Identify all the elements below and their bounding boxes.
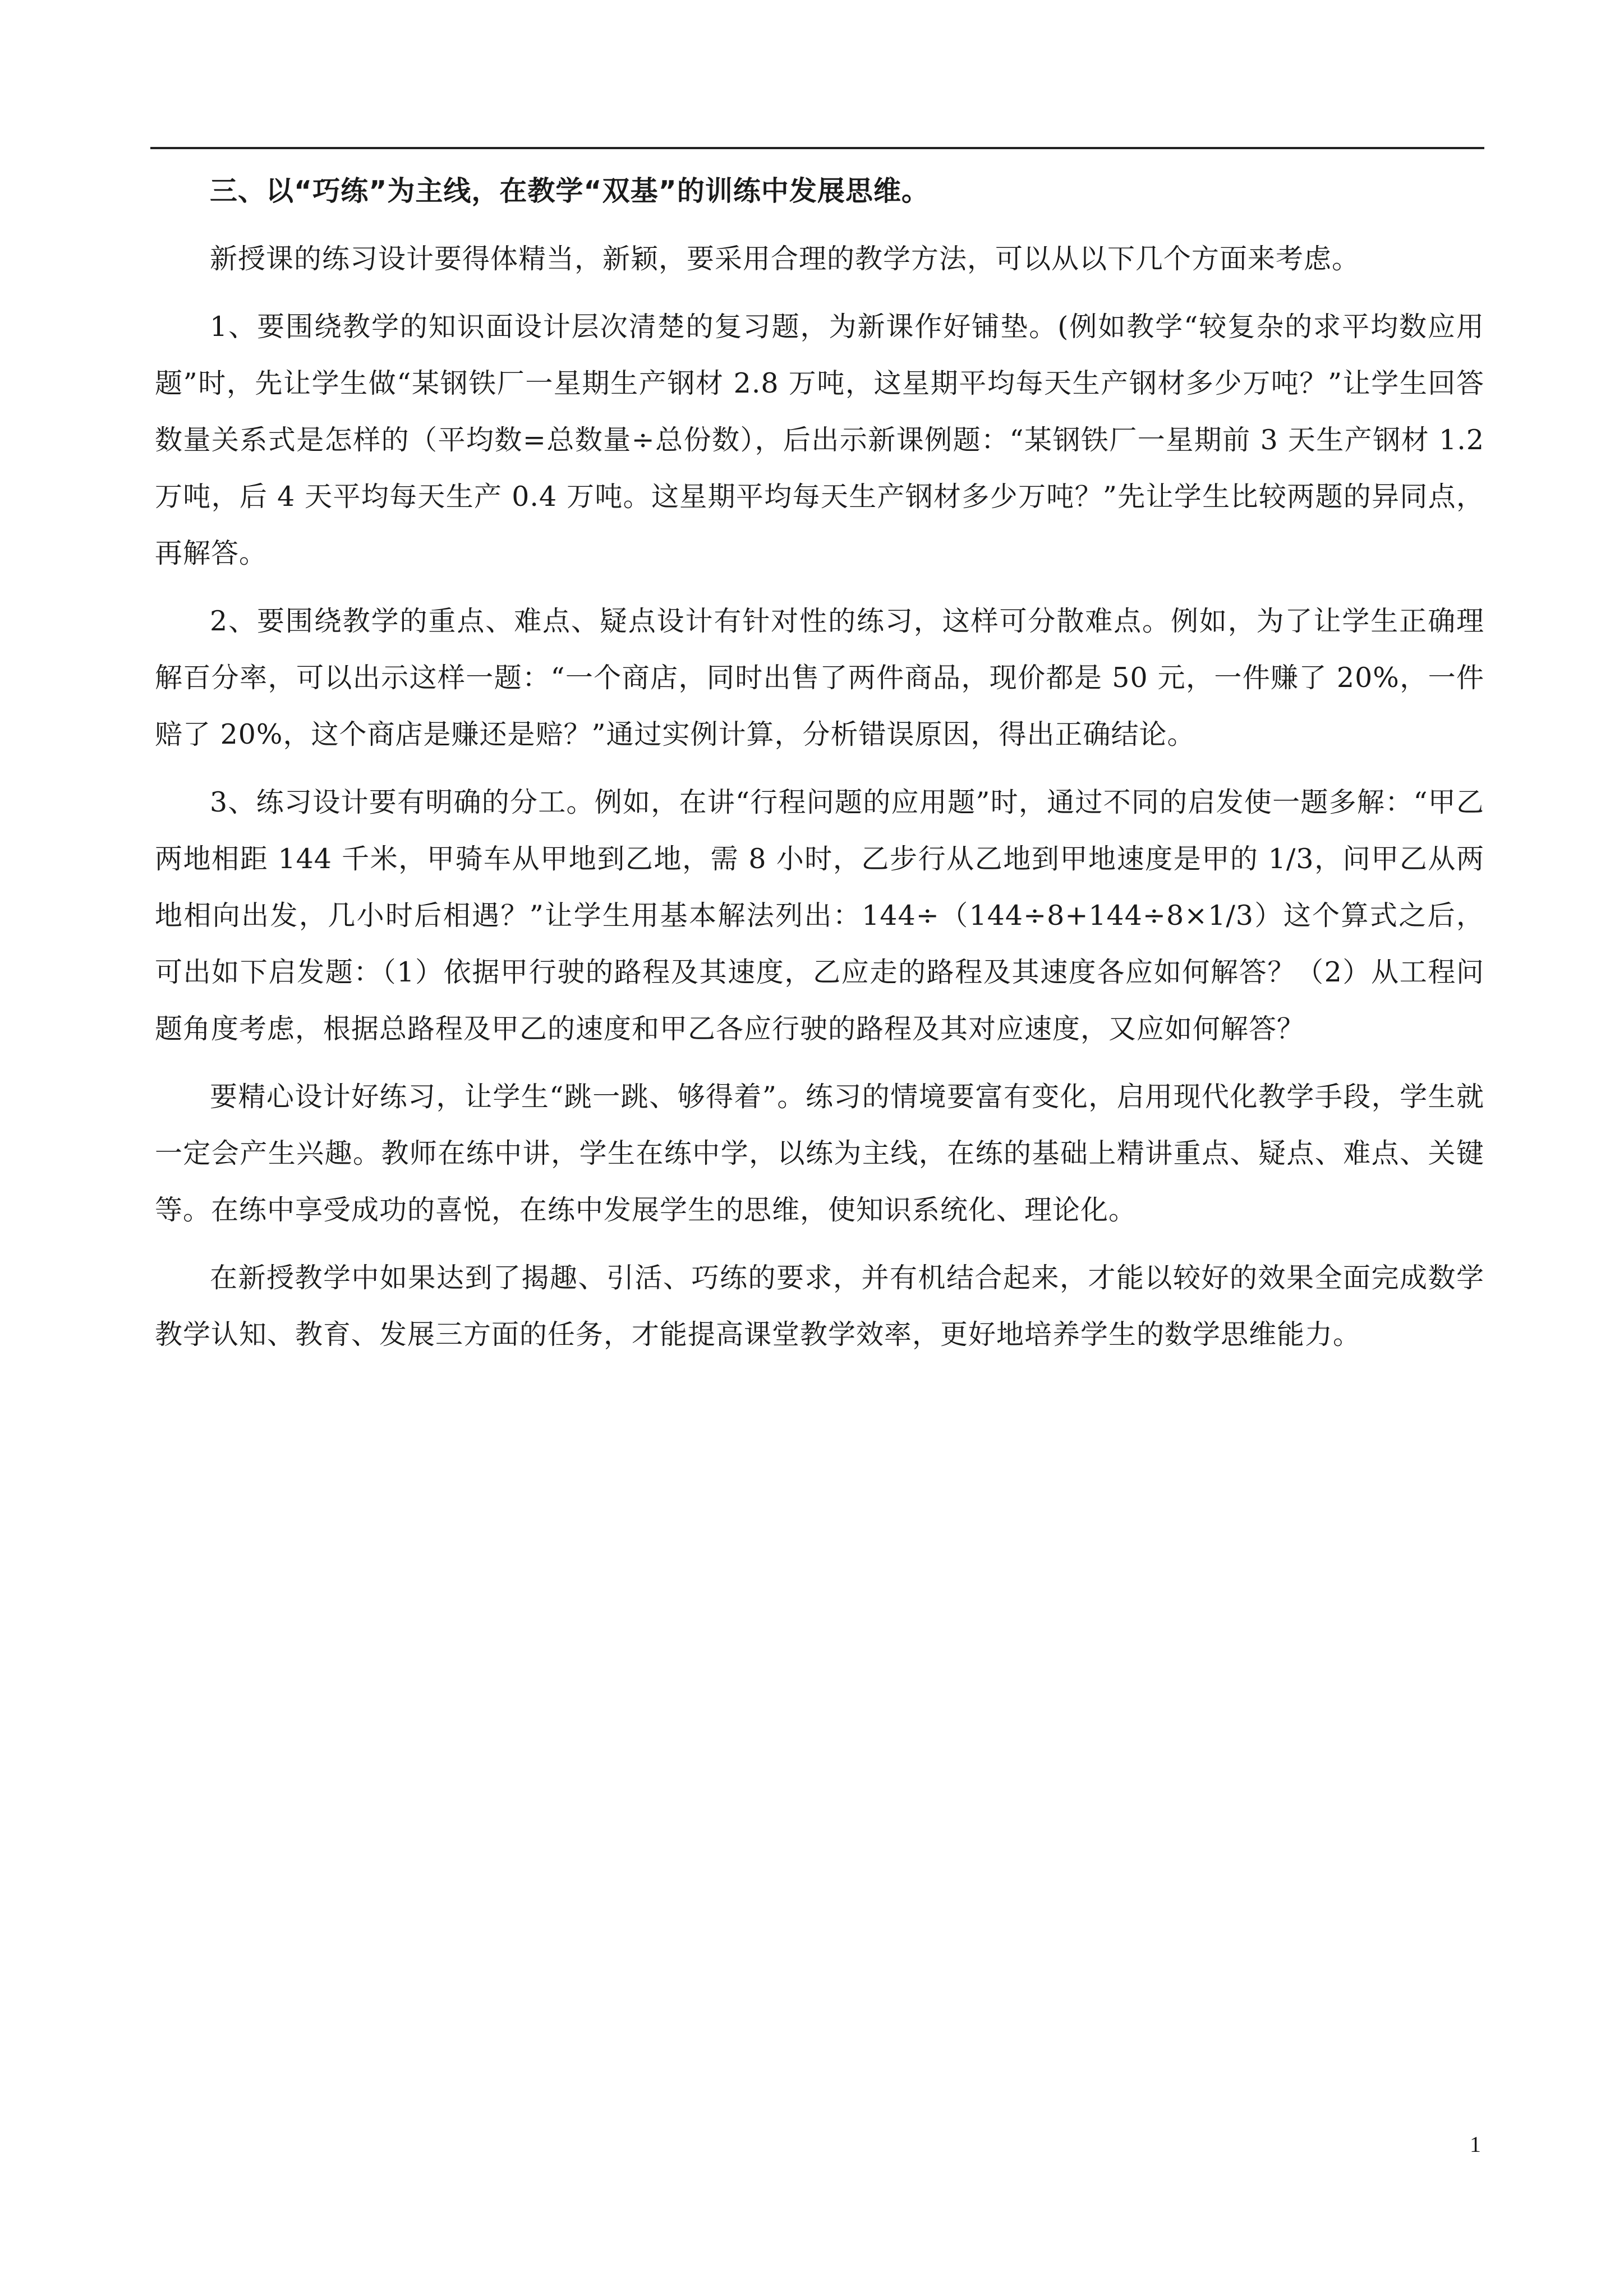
page-number: 1 (1470, 2132, 1481, 2157)
paragraph-conclusion: 在新授教学中如果达到了揭趣、引活、巧练的要求，并有机结合起来，才能以较好的效果全面完成数学教学认知、教育、发展三方面的任务，才能提高课堂教学效率，更好地培养学生的数学思维能力。 (155, 1262, 1484, 1350)
paragraph-point-3: 3、练习设计要有明确的分工。例如，在讲“行程问题的应用题”时，通过不同的启发使一题多解：“甲乙两地相距 144 千米，甲骑车从甲地到乙地，需 8 小时，乙步行从乙地到甲地速度是甲的 1/3，问甲乙从两地相向出发，几小时后相遇？”让学生用基本解法列出：144÷（144÷8+144÷8×1/3）这个算式之后，可出如下启发题：（1）依据甲行驶的路程及其速度，乙应走的路程及其速度各应如何解答？（2）从工程问题角度考虑，根据总路程及甲乙的速度和甲乙各应行驶的路程及其对应速度，又应如何解答？ (155, 786, 1484, 1045)
paragraph-intro: 新授课的练习设计要得体精当，新颖，要采用合理的教学方法，可以从以下几个方面来考虑。 (210, 243, 1360, 275)
paragraph-point-2: 2、要围绕教学的重点、难点、疑点设计有针对性的练习，这样可分散难点。例如，为了让学生正确理解百分率，可以出示这样一题：“一个商店，同时出售了两件商品，现价都是 50 元，一件赚了 20%，一件赔了 20%，这个商店是赚还是赔？”通过实例计算，分析错误原因，得出正确结论。 (155, 605, 1484, 750)
paragraph-point-1: 1、要围绕教学的知识面设计层次清楚的复习题，为新课作好铺垫。(例如教学“较复杂的求平均数应用题”时，先让学生做“某钢铁厂一星期生产钢材 2.8 万吨，这星期平均每天生产钢材多少万吨？”让学生回答数量关系式是怎样的（平均数=总数量÷总份数），后出示新课例题：“某钢铁厂一星期前 3 天生产钢材 1.2 万吨，后 4 天平均每天生产 0.4 万吨。这星期平均每天生产钢材多少万吨？”先让学生比较两题的异同点，再解答。 (155, 311, 1484, 569)
section-heading: 三、以“巧练”为主线，在教学“双基”的训练中发展思维。 (210, 175, 930, 207)
header-rule (150, 147, 1484, 149)
document-body (155, 163, 1484, 1363)
paragraph-practice: 要精心设计好练习，让学生“跳一跳、够得着”。练习的情境要富有变化，启用现代化教学手段，学生就一定会产生兴趣。教师在练中讲，学生在练中学，以练为主线，在练的基础上精讲重点、疑点、难点、关键等。在练中享受成功的喜悦，在练中发展学生的思维，使知识系统化、理论化。 (155, 1081, 1484, 1226)
